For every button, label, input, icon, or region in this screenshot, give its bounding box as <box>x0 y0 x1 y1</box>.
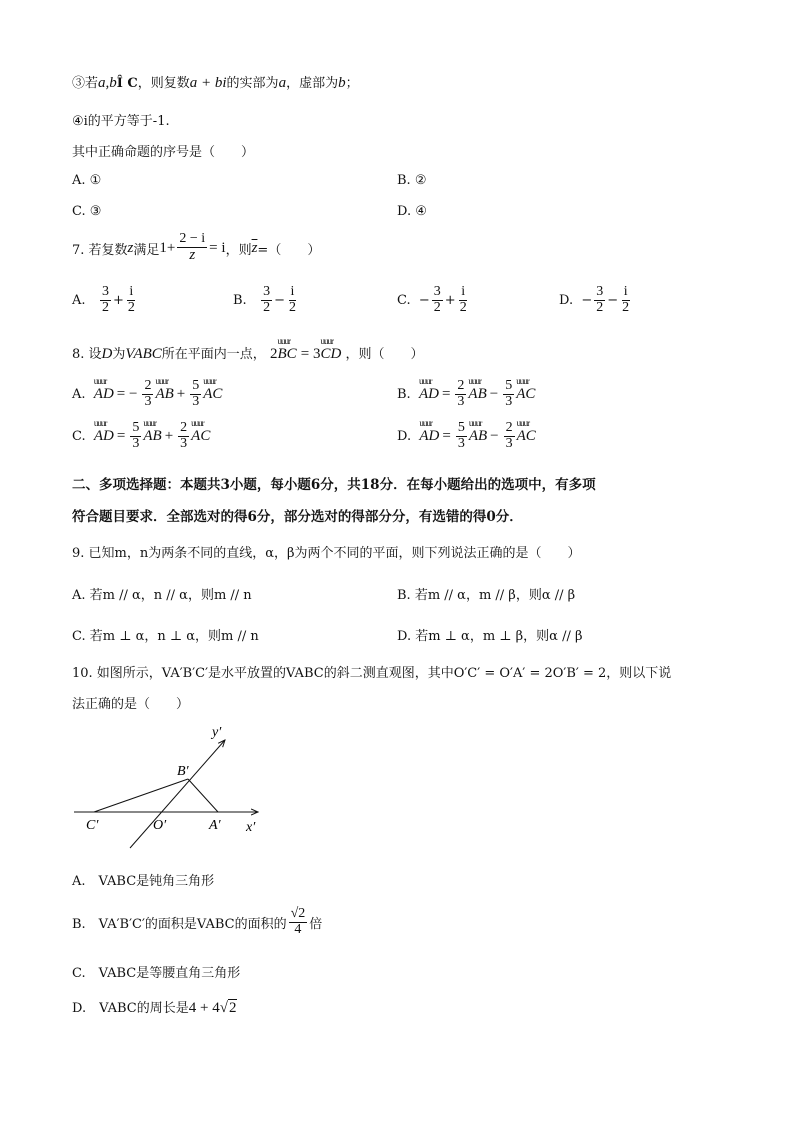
point-b-label: B′ <box>177 764 189 779</box>
q10-option-b <box>72 902 322 942</box>
vector <box>418 375 439 403</box>
vector-name: AD <box>93 385 114 402</box>
operator: − <box>274 292 285 308</box>
denominator: 3 <box>505 435 513 451</box>
text: D. VABC的周长是 <box>72 1001 189 1016</box>
numerator: i <box>129 283 134 299</box>
operator: − <box>607 292 619 308</box>
fraction <box>289 907 308 937</box>
vector-name: AC <box>516 427 536 444</box>
q7-option-c <box>397 280 471 320</box>
q7-option-a <box>72 280 139 320</box>
vector-name: CD <box>320 346 342 362</box>
fraction <box>503 379 514 409</box>
operator: = − <box>116 385 138 402</box>
vector-name: AD <box>419 427 440 444</box>
q8-option-c <box>72 416 210 456</box>
math-var: a <box>278 75 287 91</box>
option-label: C. <box>397 292 411 308</box>
expr: 4 + 4 <box>188 1000 220 1016</box>
q7-stem <box>72 228 320 268</box>
fraction <box>126 285 137 315</box>
point-c-label: C′ <box>86 818 99 833</box>
vector-arrow: uuur <box>93 417 107 428</box>
vector-arrow: uuur <box>93 375 107 386</box>
statement-4: ④i的平方等于-1. <box>72 114 170 129</box>
section-heading-line-2: 符合题目要求．全部选对的得6分，部分选对的得部分分，有选错的得0分． <box>72 509 523 525</box>
math-var: z <box>127 239 134 256</box>
vector-arrow: uuur <box>277 336 290 346</box>
q10-option-c: C. VABC是等腰直角三角形 <box>72 966 241 981</box>
denominator: 3 <box>132 435 140 451</box>
vector-arrow: uuur <box>191 417 204 428</box>
q10-option-a: A. VABC是钝角三角形 <box>72 874 215 889</box>
fraction <box>178 421 189 451</box>
vector-arrow: uuur <box>155 375 168 386</box>
option-label: D. <box>559 292 574 308</box>
point-o-label: O′ <box>153 818 167 833</box>
vector-arrow: uuur <box>468 375 481 386</box>
fraction <box>455 379 466 409</box>
numerator: 2 <box>505 419 513 435</box>
numerator: 3 <box>596 283 604 299</box>
q9-stem: 9. 已知m，n为两条不同的直线，α，β为两个不同的平面，则下列说法正确的是（ ） <box>72 546 581 561</box>
text: 为 <box>112 347 126 362</box>
fraction <box>594 285 605 315</box>
vector-arrow: uuur <box>468 417 482 428</box>
fraction <box>620 285 631 315</box>
q9-option-a: A. 若m // α，n // α，则m // n <box>72 588 252 603</box>
vector-name: AB <box>468 385 487 402</box>
q8-option-b <box>397 374 535 414</box>
section-heading-line-1: 二、多项选择题：本题共3小题，每小题6分，共18分．在每小题给出的选项中，有多项 <box>72 477 596 493</box>
fraction <box>287 285 298 315</box>
numerator: i <box>461 283 466 299</box>
vector-name: BC <box>277 346 297 362</box>
numerator: 2 <box>457 377 465 393</box>
denominator: 2 <box>127 299 135 315</box>
numerator: 2 <box>180 419 188 435</box>
text: 7. 若复数 <box>72 242 128 258</box>
operator: − <box>489 385 499 402</box>
text: B. VA′B′C′的面积是VABC的面积的 <box>72 916 287 932</box>
q6-option-d: D. ④ <box>397 204 427 219</box>
vector <box>516 375 536 403</box>
q6-prompt: 其中正确命题的序号是（ ） <box>72 145 255 160</box>
text: ，则 <box>225 242 252 258</box>
denominator: 3 <box>192 393 200 409</box>
numerator: 3 <box>263 283 271 299</box>
numerator: 5 <box>192 377 200 393</box>
option-label: A. <box>72 386 86 402</box>
math-var: D <box>101 346 113 362</box>
numerator: 5 <box>132 419 140 435</box>
q6-option-b: B. ② <box>397 173 427 188</box>
numerator: 3 <box>433 283 441 299</box>
oblique-projection-figure <box>60 720 280 855</box>
segment-b-a <box>188 779 218 812</box>
vector <box>419 417 440 445</box>
segment-c-b <box>94 779 188 812</box>
vector <box>468 375 487 403</box>
vector-arrow: uuur <box>143 417 156 428</box>
point-a-label: A′ <box>209 818 221 833</box>
vector-arrow: uuur <box>516 417 530 428</box>
q7-option-b <box>233 280 300 320</box>
text: 所在平面内一点， <box>161 347 266 362</box>
math-var: b <box>338 75 346 91</box>
fraction <box>190 379 201 409</box>
denominator: 4 <box>294 921 302 937</box>
vector <box>93 417 114 445</box>
fraction <box>261 285 272 315</box>
vector <box>516 417 536 445</box>
option-label: C. <box>72 428 86 444</box>
fraction <box>100 285 111 315</box>
q8-option-a <box>72 374 222 414</box>
fraction <box>458 285 469 315</box>
vector <box>191 417 211 445</box>
fraction <box>504 421 515 451</box>
vector-name: AD <box>418 385 439 402</box>
vector-name: AC <box>203 385 223 402</box>
operator: + <box>176 385 186 402</box>
operator: = <box>441 385 451 402</box>
numerator: 2 <box>144 377 152 393</box>
denominator: 3 <box>505 393 513 409</box>
q6-option-c: C. ③ <box>72 204 102 219</box>
vector-name: AB <box>143 427 162 444</box>
math-expr: = 3 <box>300 346 321 362</box>
text: ，则（ ） <box>345 347 424 362</box>
vector <box>468 417 488 445</box>
text: ，虚部为 <box>286 76 339 91</box>
vector-arrow: uuur <box>203 375 216 386</box>
vector <box>203 375 223 403</box>
denominator: 3 <box>144 393 152 409</box>
operator: + <box>444 292 456 308</box>
option-label: B. <box>233 292 247 308</box>
math-expr: 4 + 4√2 <box>188 1000 237 1016</box>
q8-option-d <box>397 416 536 456</box>
operator: = <box>116 427 126 444</box>
math-var: $\overline{z}$ <box>251 239 258 256</box>
denominator: 2 <box>596 299 604 315</box>
q10-stem-line-1: 10. 如图所示，VA′B′C′是水平放置的VABC的斜二测直观图，其中O′C′ = O′A′ = 2O′B′ = 2，则以下说 <box>72 666 672 681</box>
q10-stem-line-2: 法正确的是（ ） <box>72 697 190 712</box>
vector-arrow: uuur <box>320 336 333 346</box>
math-var: a,b <box>98 75 117 91</box>
operator: + <box>164 427 174 444</box>
text: 倍 <box>309 916 323 932</box>
denominator: 2 <box>101 299 109 315</box>
denominator: z <box>189 246 196 263</box>
vector <box>277 336 297 363</box>
numerator: i <box>290 283 295 299</box>
vector <box>93 375 114 403</box>
sign: − <box>581 292 593 308</box>
operator: + <box>112 292 124 308</box>
denominator: 2 <box>289 299 296 315</box>
vector-name: AB <box>155 385 174 402</box>
operator: − <box>490 427 499 444</box>
q9-option-c: C. 若m ⊥ α，n ⊥ α，则m // n <box>72 629 259 644</box>
y-axis-label: y′ <box>212 725 222 740</box>
q10-option-d <box>72 997 237 1017</box>
text: ； <box>345 76 359 91</box>
fraction <box>177 232 207 263</box>
option-label: A. <box>72 292 86 308</box>
text: 8. 设 <box>72 347 102 362</box>
math-symbol: Î C <box>116 76 138 91</box>
text: ，则复数 <box>137 76 190 91</box>
q9-option-b: B. 若m // α，m // β，则α // β <box>397 588 576 603</box>
denominator: 2 <box>433 299 441 315</box>
fraction <box>142 379 153 409</box>
option-label: D. <box>397 428 412 444</box>
option-label: B. <box>397 386 411 402</box>
q6-option-a: A. ① <box>72 173 102 188</box>
vector <box>143 417 162 445</box>
q8-stem <box>72 336 424 363</box>
operator: = <box>442 427 451 444</box>
math-expr: VABC <box>125 346 162 362</box>
numerator: 2 − i <box>179 231 206 247</box>
denominator: 3 <box>457 435 465 451</box>
radicand: 2 <box>228 1000 237 1016</box>
numerator: 5 <box>505 377 513 393</box>
vector-arrow: uuur <box>516 375 529 386</box>
q9-option-d: D. 若m ⊥ α，m ⊥ β，则α // β <box>397 629 583 644</box>
text: 的实部为 <box>226 76 279 91</box>
sign: − <box>418 292 430 308</box>
vector <box>320 336 342 363</box>
vector-arrow: uuur <box>418 375 432 386</box>
fraction <box>432 285 443 315</box>
numerator: 3 <box>101 283 109 299</box>
denominator: 2 <box>622 299 630 315</box>
numerator: 5 <box>457 419 465 435</box>
vector-name: AC <box>191 427 211 444</box>
vector-name: AD <box>93 427 114 444</box>
text: 满足 <box>133 242 160 258</box>
statement-3 <box>72 72 359 92</box>
numerator: i <box>623 283 628 299</box>
fraction <box>130 421 141 451</box>
math-expr: a + bi <box>189 75 227 91</box>
x-axis-label: x′ <box>246 820 256 835</box>
vector-name: AB <box>468 427 488 444</box>
denominator: 2 <box>459 299 467 315</box>
text: =（ ） <box>257 242 321 258</box>
vector <box>155 375 174 403</box>
q7-option-d <box>559 280 633 320</box>
vector-arrow: uuur <box>419 417 432 428</box>
denominator: 3 <box>180 435 188 451</box>
text: ③若 <box>72 76 99 91</box>
fraction <box>456 421 467 451</box>
math-expr: 2 <box>269 346 278 362</box>
math-expr: = i <box>209 239 226 256</box>
denominator: 3 <box>457 393 465 409</box>
math-expr: 1+ <box>159 239 176 256</box>
denominator: 2 <box>263 299 271 315</box>
numerator: √2 <box>290 905 306 921</box>
vector-name: AC <box>516 385 536 402</box>
